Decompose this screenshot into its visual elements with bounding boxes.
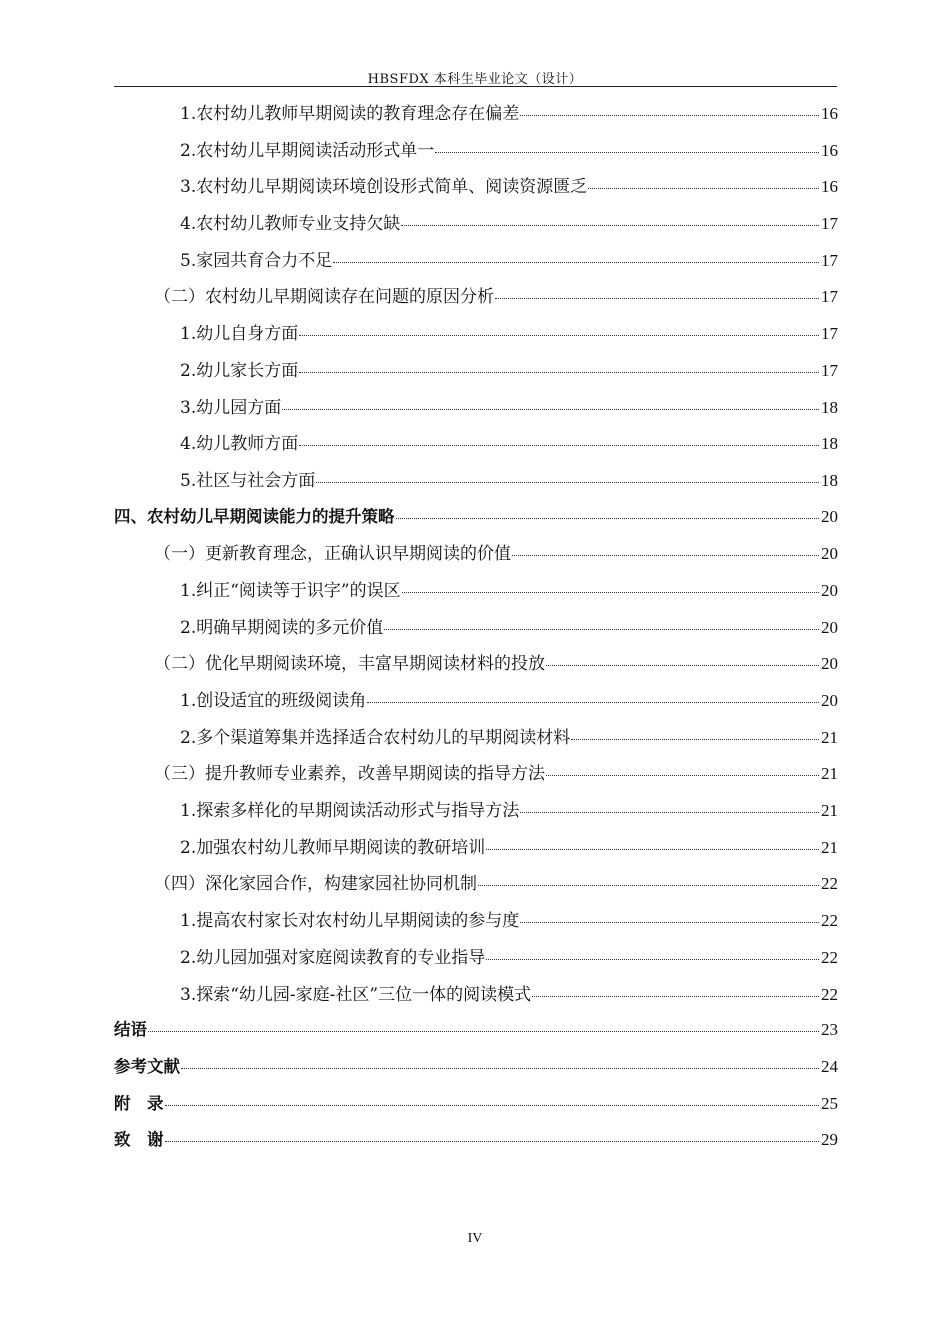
toc-entry-title: 4.幼儿教师方面 (180, 434, 299, 455)
toc-dot-leader (571, 739, 819, 740)
toc-entry-title: 2.幼儿园加强对家庭阅读教育的专业指导 (180, 947, 486, 968)
toc-entry-page: 20 (821, 617, 838, 637)
toc-entry-page: 16 (821, 140, 838, 160)
toc-entry-page: 25 (821, 1093, 838, 1113)
toc-entry-page: 18 (821, 470, 838, 490)
toc-entry[interactable] (114, 539, 838, 576)
toc-entry-title: 1.农村幼儿教师早期阅读的教育理念存在偏差 (180, 104, 520, 124)
toc-entry[interactable] (114, 466, 838, 503)
page-number: IV (467, 1231, 483, 1246)
toc-entry[interactable] (114, 980, 838, 1017)
toc-entry[interactable] (114, 1016, 838, 1053)
toc-entry-page: 22 (821, 911, 838, 931)
toc-entry[interactable] (114, 759, 838, 796)
toc-dot-leader (435, 152, 819, 153)
toc-entry-title: 2.农村幼儿早期阅读活动形式单一 (180, 140, 435, 161)
toc-entry-page: 24 (821, 1056, 838, 1076)
toc-dot-leader (588, 188, 819, 189)
toc-dot-leader (532, 996, 819, 997)
toc-entry-page: 22 (821, 984, 838, 1004)
toc-entry-title: 1.提高农村家长对农村幼儿早期阅读的参与度 (180, 911, 520, 932)
toc-entry-page: 21 (821, 801, 838, 821)
toc-entry-title: 5.社区与社会方面 (180, 470, 316, 491)
toc-entry[interactable] (114, 172, 838, 209)
toc-entry-page: 20 (821, 506, 838, 526)
toc-dot-leader (520, 115, 819, 116)
toc-entry-title: 3.农村幼儿早期阅读环境创设形式简单、阅读资源匮乏 (180, 177, 588, 198)
toc-entry[interactable] (114, 1053, 838, 1090)
toc-entry-title: 附 录 (114, 1093, 164, 1113)
toc-entry[interactable] (114, 319, 838, 356)
toc-entry-title: 2.多个渠道筹集并选择适合农村幼儿的早期阅读材料 (180, 727, 571, 748)
toc-dot-leader (367, 702, 819, 703)
toc-entry-title: （二）农村幼儿早期阅读存在问题的原因分析 (154, 287, 494, 308)
toc-entry-page: 17 (821, 250, 838, 270)
toc-entry-page: 18 (821, 434, 838, 454)
toc-dot-leader (316, 482, 819, 483)
toc-dot-leader (486, 849, 819, 850)
toc-entry-title: 四、农村幼儿早期阅读能力的提升策略 (114, 506, 395, 526)
toc-dot-leader (299, 372, 819, 373)
toc-entry-page: 23 (821, 1020, 838, 1040)
toc-dot-leader (282, 409, 819, 410)
toc-entry-title: 参考文献 (114, 1056, 180, 1076)
table-of-contents (114, 99, 838, 1163)
toc-dot-leader (181, 1068, 819, 1069)
toc-entry-page: 16 (821, 177, 838, 197)
toc-entry-title: （三）提升教师专业素养，改善早期阅读的指导方法 (154, 764, 545, 785)
toc-entry[interactable] (114, 649, 838, 686)
toc-entry[interactable] (114, 356, 838, 393)
toc-entry-page: 22 (821, 947, 838, 967)
toc-entry[interactable] (114, 613, 838, 650)
toc-entry[interactable] (114, 723, 838, 760)
toc-entry-title: 2.加强农村幼儿教师早期阅读的教研培训 (180, 837, 486, 858)
header-rule (114, 86, 837, 87)
toc-dot-leader (520, 812, 819, 813)
toc-dot-leader (299, 445, 819, 446)
toc-entry[interactable] (114, 1090, 838, 1127)
toc-entry-title: 3.幼儿园方面 (180, 397, 282, 418)
toc-entry-title: 5.家园共育合力不足 (180, 250, 333, 271)
toc-dot-leader (495, 298, 819, 299)
toc-entry-title: （二）优化早期阅读环境，丰富早期阅读材料的投放 (154, 654, 545, 675)
toc-entry-page: 20 (821, 691, 838, 710)
toc-dot-leader (512, 555, 819, 556)
toc-entry-page: 18 (821, 397, 838, 417)
toc-entry[interactable] (114, 246, 838, 283)
toc-entry[interactable] (114, 99, 838, 136)
toc-entry-title: 2.幼儿家长方面 (180, 360, 299, 381)
toc-entry-page: 21 (821, 837, 838, 857)
toc-dot-leader (546, 665, 819, 666)
toc-entry[interactable] (114, 282, 838, 319)
toc-entry-page: 21 (821, 764, 838, 784)
toc-dot-leader (165, 1105, 820, 1106)
toc-entry[interactable] (114, 686, 838, 723)
toc-entry-title: 1.纠正“阅读等于识字”的误区 (180, 580, 401, 601)
toc-dot-leader (478, 885, 819, 886)
toc-entry[interactable] (114, 869, 838, 906)
toc-dot-leader (165, 1141, 820, 1142)
toc-entry-page: 29 (821, 1130, 838, 1150)
toc-entry-title: 1.探索多样化的早期阅读活动形式与指导方法 (180, 801, 520, 822)
toc-dot-leader (384, 629, 819, 630)
toc-entry-title: 2.明确早期阅读的多元价值 (180, 617, 384, 638)
toc-entry-page: 17 (821, 360, 838, 380)
toc-dot-leader (546, 775, 819, 776)
toc-dot-leader (402, 592, 819, 593)
running-header: HBSFDX 本科生毕业论文（设计） (367, 72, 583, 87)
toc-entry[interactable] (114, 429, 838, 466)
toc-entry[interactable] (114, 1126, 838, 1163)
toc-entry[interactable] (114, 576, 838, 613)
toc-entry-title: （四）深化家园合作，构建家园社协同机制 (154, 874, 477, 895)
toc-dot-leader (520, 922, 819, 923)
toc-entry-title: 4.农村幼儿教师专业支持欠缺 (180, 214, 401, 235)
toc-entry-title: 致 谢 (114, 1130, 164, 1150)
toc-dot-leader (401, 225, 819, 226)
toc-entry-title: 3.探索“幼儿园-家庭-社区”三位一体的阅读模式 (180, 984, 532, 1005)
toc-dot-leader (486, 959, 819, 960)
toc-entry-page: 17 (821, 214, 838, 234)
toc-entry[interactable] (114, 833, 838, 870)
toc-entry[interactable] (114, 393, 838, 430)
toc-entry[interactable] (114, 503, 838, 540)
toc-dot-leader (396, 518, 820, 519)
toc-entry-title: 1.幼儿自身方面 (180, 324, 299, 345)
toc-dot-leader (299, 335, 819, 336)
toc-entry[interactable] (114, 943, 838, 980)
toc-dot-leader (148, 1031, 819, 1032)
toc-entry-title: 1.创设适宜的班级阅读角 (180, 691, 367, 711)
toc-entry-page: 20 (821, 580, 838, 600)
toc-entry-page: 16 (821, 104, 838, 123)
toc-entry-title: 结语 (114, 1020, 147, 1040)
toc-entry[interactable] (114, 209, 838, 246)
toc-entry-page: 21 (821, 727, 838, 747)
toc-dot-leader (333, 262, 819, 263)
toc-entry-page: 20 (821, 654, 838, 674)
toc-entry-page: 22 (821, 874, 838, 894)
toc-entry[interactable] (114, 906, 838, 943)
toc-entry-page: 17 (821, 324, 838, 344)
toc-entry[interactable] (114, 136, 838, 173)
toc-entry[interactable] (114, 796, 838, 833)
toc-entry-page: 20 (821, 544, 838, 564)
toc-entry-page: 17 (821, 287, 838, 307)
toc-entry-title: （一）更新教育理念，正确认识早期阅读的价值 (154, 544, 511, 565)
